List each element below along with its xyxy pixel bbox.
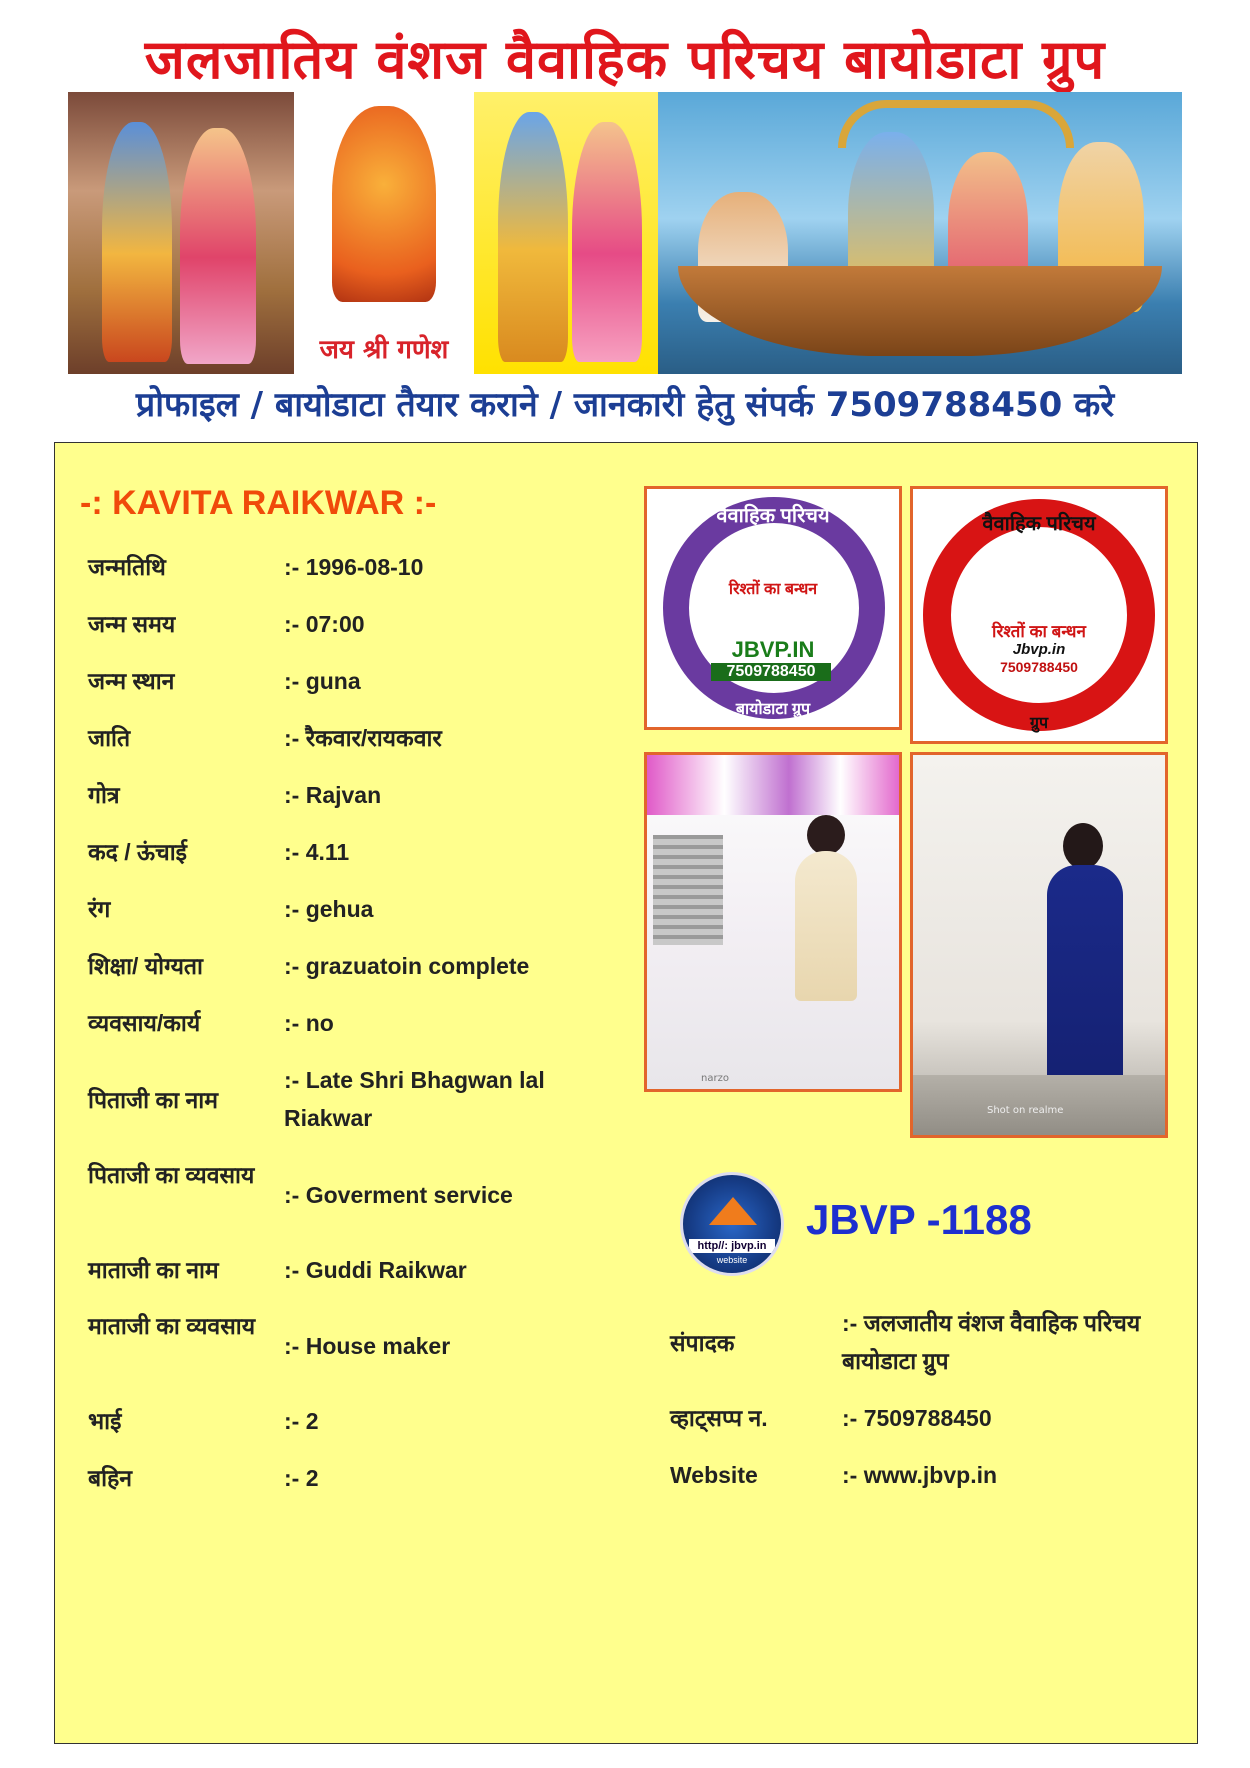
emblem-text: रिश्तों का बन्धन xyxy=(992,622,1086,641)
emblem-text: वैवाहिक परिचय xyxy=(982,513,1096,535)
field-label: बहिन xyxy=(88,1465,133,1491)
field-value: :- 07:00 xyxy=(284,611,365,637)
field-value: :- Guddi Raikwar xyxy=(284,1257,467,1283)
deity-banner-image xyxy=(68,92,1182,374)
photo-watermark: narzo xyxy=(701,1073,729,1084)
field-label: जाति xyxy=(88,725,131,751)
contact-line: प्रोफाइल / बायोडाटा तैयार कराने / जानकारी हेतु संपर्क 7509788450 करे xyxy=(135,385,1115,425)
field-value: :- gehua xyxy=(284,896,374,922)
field-label: जन्म समय xyxy=(88,611,176,637)
field-label: रंग xyxy=(88,896,111,922)
jbvp-emblem-right xyxy=(910,486,1168,744)
profile-photo-2 xyxy=(910,752,1168,1138)
field-value: :- रैकवार/रायकवार xyxy=(284,725,442,751)
field-label: जन्मतिथि xyxy=(88,554,166,580)
field-label: पिताजी का नाम xyxy=(88,1087,218,1113)
field-label: पिताजी का व्यवसाय xyxy=(88,1162,255,1188)
field-label: गोत्र xyxy=(88,782,120,808)
field-value: :- 4.11 xyxy=(284,839,350,865)
registration-id: JBVP -1188 xyxy=(806,1196,1032,1243)
emblem-text: JBVP.IN xyxy=(731,637,815,662)
field-label: माताजी का व्यवसाय xyxy=(88,1313,256,1339)
profile-name: -: KAVITA RAIKWAR :- xyxy=(80,484,437,522)
field-value: :- Late Shri Bhagwan lal Riakwar xyxy=(284,1067,545,1131)
field-value: :- 2 xyxy=(284,1408,319,1434)
field-value: :- no xyxy=(284,1010,334,1036)
editor-label: व्हाट्सप्प न. xyxy=(670,1405,768,1431)
emblem-text: ग्रुप xyxy=(1029,715,1049,732)
page-title: जलजातिय वंशज वैवाहिक परिचय बायोडाटा ग्रुप xyxy=(144,28,1106,91)
ram-sita-image xyxy=(474,92,658,374)
editor-label: Website xyxy=(670,1462,758,1488)
field-value: :- grazuatoin complete xyxy=(284,953,530,979)
boat-scene-image xyxy=(658,92,1182,374)
field-label: व्यवसाय/कार्य xyxy=(88,1010,201,1036)
field-value: :- 2 xyxy=(284,1465,319,1491)
field-label: भाई xyxy=(88,1408,122,1434)
field-value: :- guna xyxy=(284,668,361,694)
website-link[interactable]: :- www.jbvp.in xyxy=(842,1462,998,1488)
emblem-text: बायोडाटा ग्रुप xyxy=(735,701,811,718)
profile-photo-1 xyxy=(644,752,902,1092)
emblem-text: Jbvp.in xyxy=(1012,641,1066,658)
field-value: :- Goverment service xyxy=(284,1182,513,1208)
logo-sub-text: website xyxy=(716,1255,748,1265)
editor-label: संपादक xyxy=(670,1330,735,1356)
logo-url-text: http//: jbvp.in xyxy=(689,1239,775,1253)
field-label: जन्म स्थान xyxy=(88,668,175,694)
emblem-text: 7509788450 xyxy=(1000,659,1078,675)
photo-watermark: Shot on realme xyxy=(987,1105,1064,1116)
banner-caption: जय श्री गणेश xyxy=(319,335,449,365)
jbvp-emblem-left xyxy=(644,486,902,730)
field-value: :- Rajvan xyxy=(284,782,382,808)
field-value: :- 1996-08-10 xyxy=(284,554,424,580)
emblem-text: वैवाहिक परिचय xyxy=(716,505,830,527)
emblem-text: रिश्तों का बन्धन xyxy=(728,581,818,598)
editor-value: :- जलजातीय वंशज वैवाहिक परिचय बायोडाटा ग्रुप xyxy=(842,1310,1141,1374)
ram-sita-wedding-image xyxy=(68,92,294,374)
emblem-text: 7509788450 xyxy=(711,663,831,681)
field-label: कद / ऊंचाई xyxy=(88,839,187,865)
field-label: माताजी का नाम xyxy=(88,1257,219,1283)
jbvp-logo-icon xyxy=(680,1172,784,1276)
field-label: शिक्षा/ योग्यता xyxy=(88,953,203,979)
editor-value: :- 7509788450 xyxy=(842,1405,992,1431)
ganesh-image xyxy=(294,92,474,374)
field-value: :- House maker xyxy=(284,1333,451,1359)
